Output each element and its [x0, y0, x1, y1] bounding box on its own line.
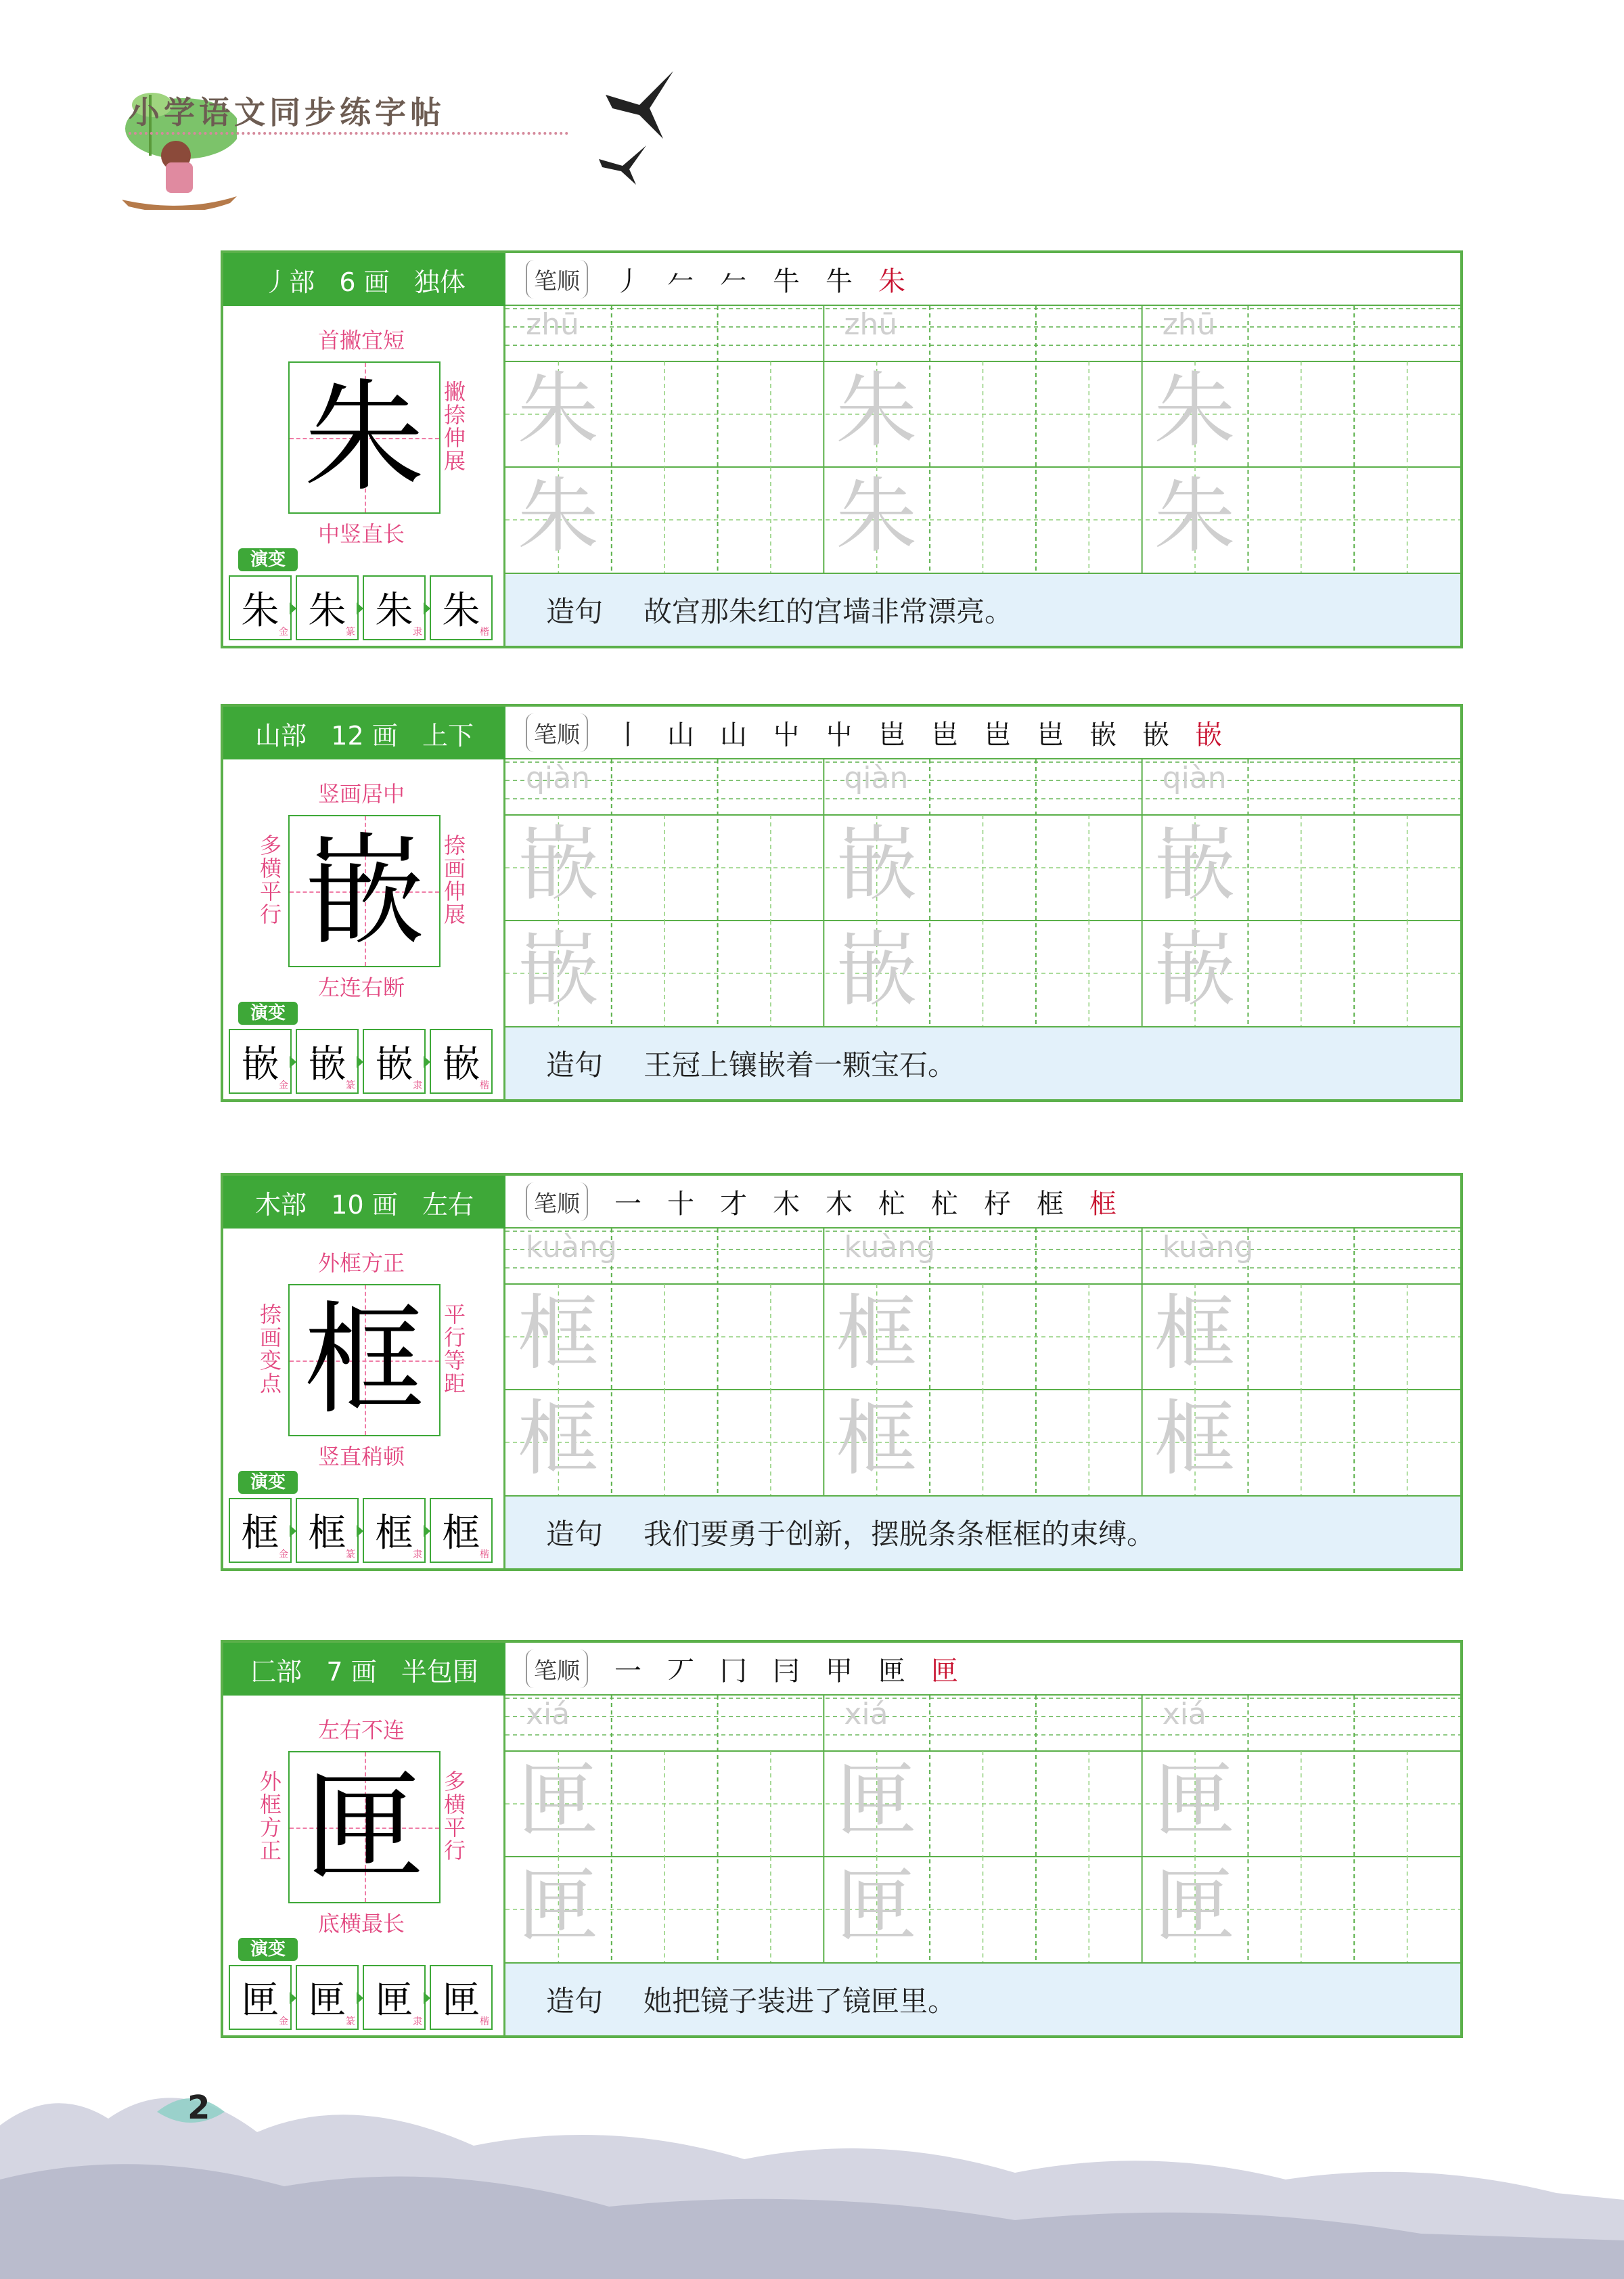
practice-grid[interactable] — [505, 1696, 1460, 1962]
character-card — [221, 704, 1463, 1102]
tip-left: 捺画变点 — [259, 1302, 281, 1396]
evolution-char: 嵌 — [375, 1042, 413, 1086]
swallow-icon-large — [599, 68, 680, 142]
stroke-step: 山 — [720, 719, 747, 751]
char-demo-panel — [223, 1696, 505, 2035]
trace-char: 朱 — [518, 470, 599, 564]
stroke-step: 岜 — [931, 719, 958, 751]
stroke-step: 杍 — [984, 1188, 1011, 1220]
evolution-row — [229, 1029, 499, 1095]
stroke-step: 嵌 — [1142, 719, 1169, 751]
stroke-step: 杧 — [878, 1188, 905, 1220]
stroke-step: 朱 — [878, 265, 905, 297]
evolution-char: 嵌 — [308, 1042, 346, 1086]
stroke-step: 一 — [614, 1655, 641, 1687]
trace-char: 匣 — [836, 1754, 918, 1848]
evolution-glyph — [229, 575, 292, 640]
page-number-badge — [150, 2085, 231, 2133]
evolution-glyph — [430, 575, 493, 640]
evolution-badge: 演变 — [238, 548, 298, 571]
evolution-glyph — [363, 1498, 426, 1563]
stroke-step: 一 — [614, 1188, 641, 1220]
card-header: 木部 10 画 左右 — [223, 1176, 505, 1229]
stroke-step: 木 — [826, 1188, 853, 1220]
card-header: 丿部 6 画 独体 — [223, 253, 505, 306]
sentence-bar — [505, 1962, 1460, 2035]
stroke-step: 𠂉 — [720, 265, 747, 297]
evolution-char: 朱 — [308, 589, 346, 633]
trace-char: 朱 — [836, 470, 918, 564]
trace-char: 框 — [518, 1287, 599, 1381]
stroke-order-label: 笔顺 — [526, 1182, 588, 1221]
stroke-step: 框 — [1037, 1188, 1064, 1220]
trace-char: 匣 — [1154, 1754, 1236, 1848]
title-underline — [129, 132, 568, 135]
sentence-label: 造句 — [546, 595, 604, 628]
swallow-icon-small — [595, 139, 650, 186]
stroke-list — [602, 1182, 1129, 1221]
stroke-step: 冂 — [720, 1655, 747, 1687]
stroke-step: 甲 — [826, 1655, 853, 1687]
evolution-char: 嵌 — [442, 1042, 480, 1086]
tip-top: 首撇宜短 — [318, 328, 405, 353]
script-type-label: 楷 — [480, 1549, 489, 1560]
tip-bottom: 中竖直长 — [318, 521, 405, 547]
stroke-step: 屮 — [826, 719, 853, 751]
script-type-label: 隶 — [413, 2016, 422, 2027]
stroke-order-row — [505, 253, 1460, 306]
evolution-glyph — [363, 1029, 426, 1094]
tip-right: 多横平行 — [443, 1769, 466, 1863]
pinyin-trace: xiá — [844, 1697, 888, 1731]
practice-grid[interactable] — [505, 1229, 1460, 1495]
pinyin-trace: kuàng — [1162, 1230, 1254, 1264]
sentence-bar — [505, 1026, 1460, 1099]
evolution-glyph — [430, 1965, 493, 2030]
evolution-badge: 演变 — [238, 1938, 298, 1961]
script-type-label: 篆 — [346, 627, 355, 638]
evolution-badge: 演变 — [238, 1002, 298, 1025]
evolution-row — [229, 1965, 499, 2031]
evolution-row — [229, 1498, 499, 1564]
script-type-label: 篆 — [346, 1080, 355, 1091]
script-type-label: 楷 — [480, 1080, 489, 1091]
script-type-label: 金 — [279, 627, 288, 638]
stroke-step: 杧 — [931, 1188, 958, 1220]
stroke-list — [602, 713, 1235, 752]
character-card — [221, 1173, 1463, 1571]
evolution-glyph — [363, 1965, 426, 2030]
evolution-glyph — [229, 1965, 292, 2030]
script-type-label: 楷 — [480, 627, 489, 638]
trace-char: 嵌 — [1154, 818, 1236, 912]
evolution-char: 朱 — [241, 589, 279, 633]
tip-left: 多横平行 — [259, 833, 281, 927]
trace-char: 框 — [1154, 1392, 1236, 1486]
trace-char: 框 — [836, 1287, 918, 1381]
stroke-order-label: 笔顺 — [526, 713, 588, 752]
stroke-step: 框 — [1089, 1188, 1116, 1220]
script-type-label: 篆 — [346, 1549, 355, 1560]
card-header: 山部 12 画 上下 — [223, 707, 505, 759]
evolution-glyph — [296, 1965, 359, 2030]
trace-char: 朱 — [1154, 364, 1236, 458]
script-type-label: 篆 — [346, 2016, 355, 2027]
model-char-box — [288, 1751, 441, 1903]
char-demo-panel — [223, 759, 505, 1099]
script-type-label: 隶 — [413, 627, 422, 638]
stroke-step: 嵌 — [1089, 719, 1116, 751]
evolution-char: 框 — [442, 1511, 480, 1555]
stroke-step: 嵌 — [1195, 719, 1222, 751]
trace-char: 匣 — [836, 1859, 918, 1953]
evolution-char: 框 — [308, 1511, 346, 1555]
sentence-bar — [505, 1495, 1460, 1568]
evolution-badge: 演变 — [238, 1471, 298, 1494]
evolution-row — [229, 575, 499, 642]
pinyin-trace: kuàng — [526, 1230, 617, 1264]
tip-top: 左右不连 — [318, 1717, 405, 1743]
sentence-bar — [505, 573, 1460, 646]
stroke-step: 岜 — [1037, 719, 1064, 751]
pinyin-trace: zhū — [526, 307, 579, 342]
evolution-char: 匣 — [442, 1978, 480, 2022]
trace-char: 匣 — [518, 1754, 599, 1848]
script-type-label: 楷 — [480, 2016, 489, 2027]
pinyin-trace: zhū — [844, 307, 898, 342]
tip-left: 外框方正 — [259, 1769, 281, 1863]
sentence-text: 故宫那朱红的宫墙非常漂亮。 — [644, 595, 1014, 628]
evolution-char: 匣 — [308, 1978, 346, 2022]
evolution-glyph — [363, 575, 426, 640]
evolution-glyph — [296, 575, 359, 640]
stroke-step: 牛 — [773, 265, 800, 297]
evolution-char: 框 — [241, 1511, 279, 1555]
trace-char: 朱 — [836, 364, 918, 458]
character-card — [221, 250, 1463, 648]
sentence-label: 造句 — [546, 1518, 604, 1551]
stroke-order-label: 笔顺 — [526, 260, 588, 298]
evolution-glyph — [296, 1498, 359, 1563]
script-type-label: 隶 — [413, 1080, 422, 1091]
tip-bottom: 竖直稍顿 — [318, 1444, 405, 1469]
ink-mountain-illustration — [0, 2044, 1624, 2279]
stroke-step: 丨 — [614, 719, 641, 751]
pinyin-trace: zhū — [1162, 307, 1216, 342]
stroke-step: 十 — [667, 1188, 694, 1220]
evolution-char: 匣 — [241, 1978, 279, 2022]
script-type-label: 金 — [279, 1080, 288, 1091]
sentence-label: 造句 — [546, 1985, 604, 2018]
model-char-box — [288, 361, 441, 514]
trace-char: 嵌 — [518, 818, 599, 912]
stroke-step: 岜 — [878, 719, 905, 751]
stroke-order-row — [505, 707, 1460, 759]
stroke-order-label: 笔顺 — [526, 1650, 588, 1688]
model-char: 朱 — [304, 367, 425, 508]
evolution-char: 朱 — [375, 589, 413, 633]
pinyin-trace: qiàn — [1162, 761, 1227, 795]
evolution-char: 嵌 — [241, 1042, 279, 1086]
book-title: 小学语文同步练字帖 — [129, 94, 445, 131]
evolution-char: 框 — [375, 1511, 413, 1555]
stroke-order-row — [505, 1643, 1460, 1696]
stroke-step: 牛 — [826, 265, 853, 297]
trace-char: 框 — [1154, 1287, 1236, 1381]
card-header: 匚部 7 画 半包围 — [223, 1643, 505, 1696]
tip-top: 竖画居中 — [318, 781, 405, 807]
pinyin-trace: qiàn — [526, 761, 591, 795]
trace-char: 朱 — [1154, 470, 1236, 564]
trace-char: 框 — [518, 1392, 599, 1486]
character-card — [221, 1640, 1463, 2038]
trace-char: 嵌 — [836, 923, 918, 1017]
script-type-label: 隶 — [413, 1549, 422, 1560]
tip-top: 外框方正 — [318, 1250, 405, 1276]
stroke-step: 丿 — [614, 265, 641, 297]
stroke-step: 山 — [667, 719, 694, 751]
evolution-glyph — [430, 1498, 493, 1563]
trace-char: 匣 — [1154, 1859, 1236, 1953]
stroke-step: 屮 — [773, 719, 800, 751]
sentence-text: 她把镜子装进了镜匣里。 — [644, 1985, 957, 2018]
evolution-char: 朱 — [442, 589, 480, 633]
char-demo-panel — [223, 1229, 505, 1568]
stroke-step: 匣 — [931, 1655, 958, 1687]
pinyin-trace: xiá — [1162, 1697, 1206, 1731]
evolution-glyph — [430, 1029, 493, 1094]
stroke-step: 才 — [720, 1188, 747, 1220]
tip-right: 捺画伸展 — [443, 833, 466, 927]
script-type-label: 金 — [279, 1549, 288, 1560]
tip-bottom: 底横最长 — [318, 1911, 405, 1937]
model-char-box — [288, 1284, 441, 1436]
trace-char: 嵌 — [836, 818, 918, 912]
stroke-list — [602, 260, 918, 298]
script-type-label: 金 — [279, 2016, 288, 2027]
char-demo-panel — [223, 306, 505, 646]
model-char: 匣 — [304, 1756, 425, 1897]
tip-bottom: 左连右断 — [318, 975, 405, 1000]
stroke-list — [602, 1650, 971, 1688]
trace-char: 框 — [836, 1392, 918, 1486]
evolution-glyph — [229, 1029, 292, 1094]
evolution-glyph — [229, 1498, 292, 1563]
trace-char: 匣 — [518, 1859, 599, 1953]
page-number: 2 — [187, 2089, 210, 2127]
model-char: 嵌 — [304, 820, 425, 961]
pinyin-trace: qiàn — [844, 761, 909, 795]
trace-char: 朱 — [518, 364, 599, 458]
stroke-step: 冃 — [773, 1655, 800, 1687]
stroke-order-row — [505, 1176, 1460, 1229]
practice-grid[interactable] — [505, 759, 1460, 1026]
stroke-step: 木 — [773, 1188, 800, 1220]
stroke-step: 匣 — [878, 1655, 905, 1687]
tip-right: 撇捺伸展 — [443, 379, 466, 474]
sentence-label: 造句 — [546, 1048, 604, 1082]
sentence-text: 王冠上镶嵌着一颗宝石。 — [644, 1048, 957, 1082]
trace-char: 嵌 — [1154, 923, 1236, 1017]
model-char: 框 — [304, 1289, 425, 1430]
tip-right: 平行等距 — [443, 1302, 466, 1396]
pinyin-trace: xiá — [526, 1697, 570, 1731]
model-char-box — [288, 815, 441, 967]
stroke-step: 𠂉 — [667, 265, 694, 297]
sentence-text: 我们要勇于创新，摆脱条条框框的束缚。 — [644, 1518, 1156, 1551]
evolution-char: 匣 — [375, 1978, 413, 2022]
practice-grid[interactable] — [505, 306, 1460, 573]
stroke-step: 岜 — [984, 719, 1011, 751]
trace-char: 嵌 — [518, 923, 599, 1017]
pinyin-trace: kuàng — [844, 1230, 936, 1264]
stroke-step: 丆 — [667, 1655, 694, 1687]
evolution-glyph — [296, 1029, 359, 1094]
